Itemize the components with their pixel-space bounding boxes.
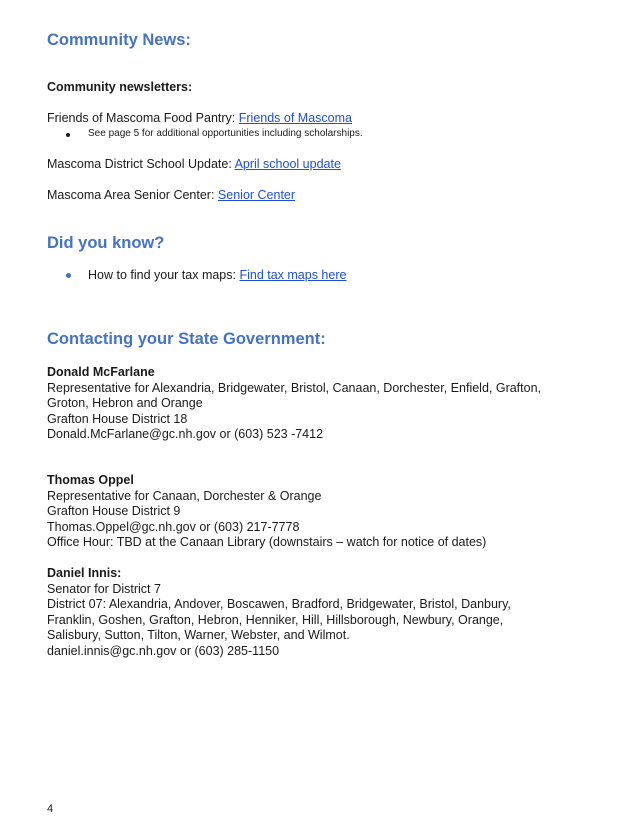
contact-email-phone: daniel.innis@gc.nh.gov or (603) 285-1150 [47,643,280,658]
community-news-heading: Community News: [47,31,191,49]
contact-line: Franklin, Goshen, Grafton, Hebron, Henniker, Hill, Hillsborough, Newbury, Orange, [47,612,504,627]
contact-line: Groton, Hebron and Orange [47,396,203,410]
friends-of-mascoma-link[interactable]: Friends of Mascoma [238,111,352,125]
april-school-update-link[interactable]: April school update [234,157,341,171]
contact-name: Thomas Oppel [47,473,134,487]
contact-innis [47,566,511,659]
newsletters-label: Community newsletters: [47,80,193,94]
bullet-icon [66,273,71,278]
find-tax-maps-link[interactable]: Find tax maps here [239,268,347,282]
tax-maps-line [88,268,346,282]
contact-line: Salisbury, Sutton, Tilton, Warner, Webster, and Wilmot. [47,628,350,642]
contact-name: Daniel Innis: [47,566,122,580]
contact-line: Senator for District 7 [47,581,161,596]
pantry-note-text: See page 5 for additional opportunities including scholarships. [88,128,363,139]
senior-center-label: Mascoma Area Senior Center: [47,188,218,202]
senior-center-line [47,188,295,204]
pantry-label: Friends of Mascoma Food Pantry: [47,111,239,125]
did-you-know-heading: Did you know? [47,234,165,252]
senior-center-link[interactable]: Senior Center [217,188,296,202]
contact-line: District 07: Alexandria, Andover, Boscawen, Bradford, Bridgewater, Bristol, Danbury, [47,597,511,611]
tax-maps-label: How to find your tax maps: [88,268,240,282]
contact-line: Grafton House District 18 [47,411,188,426]
school-update-line [47,157,341,173]
page-number: 4 [47,803,54,815]
state-government-heading: Contacting your State Government: [47,330,326,348]
pantry-line [47,111,352,127]
school-update-label: Mascoma District School Update: [47,157,235,171]
bullet-icon [66,133,70,137]
contact-line: Grafton House District 9 [47,504,181,518]
contact-line: Representative for Canaan, Dorchester & Orange [47,488,322,503]
contact-line: Office Hour: TBD at the Canaan Library (downstairs – watch for notice of dates) [47,535,487,549]
contact-name: Donald McFarlane [47,365,155,379]
contact-line: Representative for Alexandria, Bridgewater, Bristol, Canaan, Dorchester, Enfield, Grafton, [47,380,542,395]
contact-email-phone: Donald.McFarlane@gc.nh.gov or (603) 523 -7412 [47,427,324,441]
contact-mcfarlane [47,365,541,443]
contact-email-phone: Thomas.Oppel@gc.nh.gov or (603) 217-7778 [47,519,300,534]
contact-oppel [47,473,486,551]
